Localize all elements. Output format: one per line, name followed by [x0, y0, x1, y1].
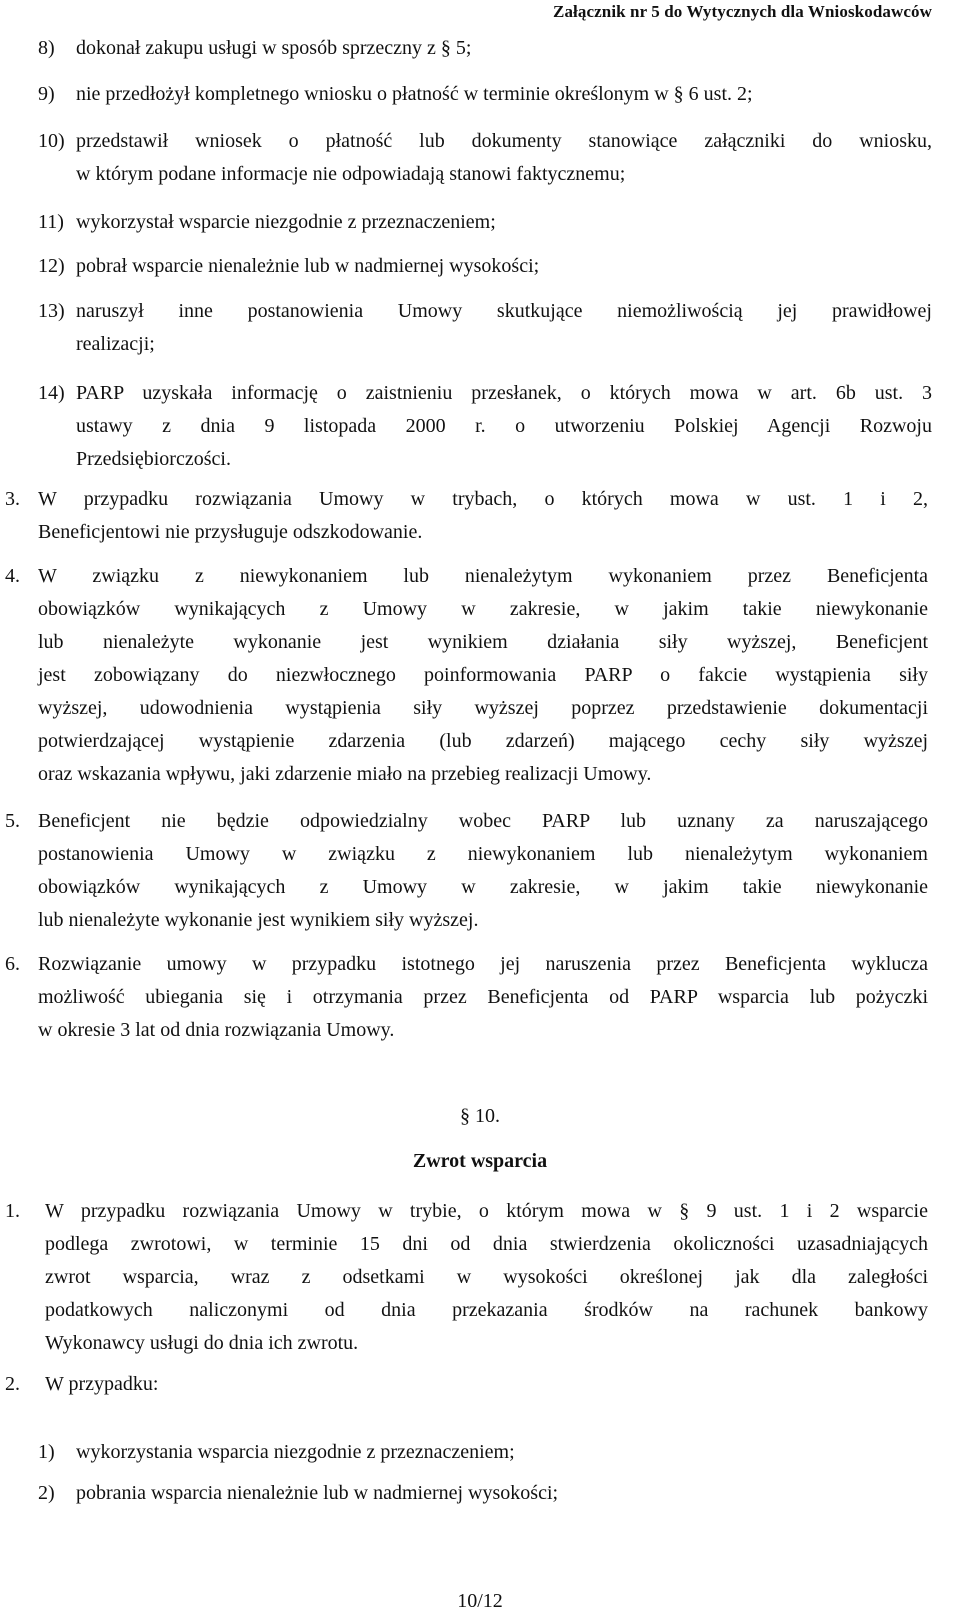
list-item-line: ustawy z dnia 9 listopada 2000 r. o utworzeniu Polskiej Agencji Rozwoju [76, 415, 932, 437]
list-item-line: realizacji; [76, 333, 155, 355]
list-item-line: wykorzystania wsparcia niezgodnie z przeznaczeniem; [76, 1441, 515, 1463]
list-item-line: naruszył inne postanowienia Umowy skutkujące niemożliwością jej prawidłowej [76, 300, 932, 322]
paragraph-line: lub nienależyte wykonanie jest wynikiem działania siły wyższej, Beneficjent [38, 631, 928, 653]
section-paragraph-line: W przypadku: [45, 1373, 159, 1395]
list-item-line: pobrania wsparcia nienależnie lub w nadmiernej wysokości; [76, 1482, 559, 1504]
list-item-line: wykorzystał wsparcie niezgodnie z przeznaczeniem; [76, 211, 496, 233]
paragraph-number: 3. [5, 488, 20, 510]
list-item-number: 2) [38, 1482, 55, 1504]
page-number: 10/12 [457, 1590, 503, 1612]
list-item-line: w którym podane informacje nie odpowiadają stanowi faktycznemu; [76, 163, 626, 185]
section-paragraph-line: podlega zwrotowi, w terminie 15 dni od dnia stwierdzenia okoliczności uzasadniających [45, 1233, 928, 1255]
section-paragraph-line: zwrot wsparcia, wraz z odsetkami w wysokości określonej jak dla zaległości [45, 1266, 928, 1288]
paragraph-line: wyższej, udowodnienia wystąpienia siły wyższej poprzez przedstawienie dokumentacji [38, 697, 928, 719]
paragraph-number: 5. [5, 810, 20, 832]
list-item-line: przedstawił wniosek o płatność lub dokumenty stanowiące załączniki do wniosku, [76, 130, 932, 152]
section-paragraph-number: 1. [5, 1200, 20, 1222]
paragraph-line: lub nienależyte wykonanie jest wynikiem siły wyższej. [38, 909, 479, 931]
paragraph-line: w okresie 3 lat od dnia rozwiązania Umowy. [38, 1019, 395, 1041]
paragraph-number: 4. [5, 565, 20, 587]
annex-header: Załącznik nr 5 do Wytycznych dla Wnioskodawców [553, 2, 932, 21]
paragraph-line: jest zobowiązany do niezwłocznego poinformowania PARP o fakcie wystąpienia siły [38, 664, 928, 686]
paragraph-line: Beneficjent nie będzie odpowiedzialny wobec PARP lub uznany za naruszającego [38, 810, 928, 832]
paragraph-line: W przypadku rozwiązania Umowy w trybach, o których mowa w ust. 1 i 2, [38, 488, 928, 510]
section-paragraph-number: 2. [5, 1373, 20, 1395]
paragraph-line: obowiązków wynikających z Umowy w zakresie, w jakim takie niewykonanie [38, 598, 928, 620]
list-item-number: 8) [38, 37, 55, 59]
list-item-line: PARP uzyskała informację o zaistnieniu przesłanek, o których mowa w art. 6b ust. 3 [76, 382, 932, 404]
paragraph-line: Beneficjentowi nie przysługuje odszkodowanie. [38, 521, 423, 543]
paragraph-line: oraz wskazania wpływu, jaki zdarzenie miało na przebieg realizacji Umowy. [38, 763, 652, 785]
list-item-number: 14) [38, 382, 65, 404]
list-item-number: 1) [38, 1441, 55, 1463]
section-number: § 10. [460, 1105, 500, 1127]
list-item-number: 9) [38, 83, 55, 105]
list-item-line: nie przedłożył kompletnego wniosku o płatność w terminie określonym w § 6 ust. 2; [76, 83, 753, 105]
list-item-number: 12) [38, 255, 65, 277]
paragraph-line: obowiązków wynikających z Umowy w zakresie, w jakim takie niewykonanie [38, 876, 928, 898]
list-item-number: 10) [38, 130, 65, 152]
list-item-line: dokonał zakupu usługi w sposób sprzeczny z § 5; [76, 37, 472, 59]
list-item-line: Przedsiębiorczości. [76, 448, 231, 470]
paragraph-line: W związku z niewykonaniem lub nienależytym wykonaniem przez Beneficjenta [38, 565, 928, 587]
paragraph-number: 6. [5, 953, 20, 975]
section-paragraph-line: podatkowych naliczonymi od dnia przekazania środków na rachunek bankowy [45, 1299, 928, 1321]
section-paragraph-line: Wykonawcy usługi do dnia ich zwrotu. [45, 1332, 359, 1354]
paragraph-line: potwierdzającej wystąpienie zdarzenia (lub zdarzeń) mającego cechy siły wyższej [38, 730, 928, 752]
paragraph-line: możliwość ubiegania się i otrzymania przez Beneficjenta od PARP wsparcia lub pożyczki [38, 986, 928, 1008]
list-item-number: 11) [38, 211, 64, 233]
paragraph-line: Rozwiązanie umowy w przypadku istotnego jej naruszenia przez Beneficjenta wyklucza [38, 953, 928, 975]
list-item-line: pobrał wsparcie nienależnie lub w nadmiernej wysokości; [76, 255, 540, 277]
section-title: Zwrot wsparcia [412, 1150, 548, 1172]
paragraph-line: postanowienia Umowy w związku z niewykonaniem lub nienależytym wykonaniem [38, 843, 928, 865]
section-paragraph-line: W przypadku rozwiązania Umowy w trybie, o którym mowa w § 9 ust. 1 i 2 wsparcie [45, 1200, 928, 1222]
list-item-number: 13) [38, 300, 65, 322]
